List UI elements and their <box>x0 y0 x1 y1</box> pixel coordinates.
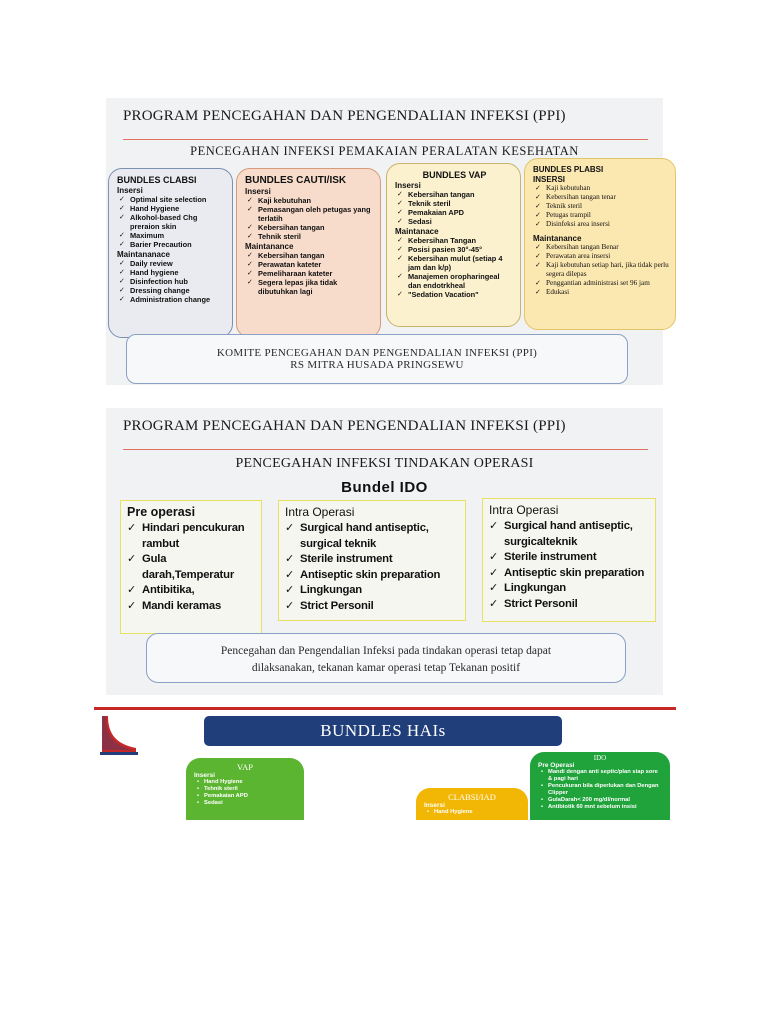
footer-line: Pencegahan dan Pengendalian Infeksi pada tindakan operasi tetap dapat <box>220 645 552 657</box>
list-item: • Hand Hygiene <box>194 779 296 786</box>
list-item: ✓ Kebersihan mulut (setiap 4 jam dan k/p) <box>395 254 514 272</box>
list-item: ✓ Sterile instrument <box>285 552 459 568</box>
list-item: • Hand Hygiene <box>424 809 520 816</box>
list-item: ✓ Posisi pasien 30°-45° <box>395 245 514 254</box>
slide-subtitle: PENCEGAHAN INFEKSI TINDAKAN OPERASI <box>235 456 534 471</box>
box-title: Intra Operasi <box>285 505 355 519</box>
list-item: ✓ Kebersihan tangan <box>245 223 374 232</box>
card-clabsi <box>108 168 233 338</box>
slide-ppi-operasi <box>106 408 663 695</box>
list-item: ✓ Antiseptic skin preparation <box>285 568 459 584</box>
section-maintanance: Maintanance <box>245 242 294 251</box>
card-plabsi <box>524 158 676 330</box>
list-item: ✓ Tehnik steril <box>245 232 374 241</box>
list-item: • Pencukuran bila diperlukan dan Dengan Clipper <box>538 783 662 797</box>
insersi-list <box>117 195 226 249</box>
list-item: ✓ Manajemen oropharingeal dan endotrkheal <box>395 272 514 290</box>
list-item: ✓ Disinfection hub <box>117 277 226 286</box>
list-item: • GulaDarah< 200 mg/dl/normal <box>538 797 662 804</box>
list-item: ✓ Gula darah,Temperatur <box>127 552 255 583</box>
list-item: ✓ Teknik steril <box>533 202 669 211</box>
section-insersi: Insersi <box>245 187 271 196</box>
maint-list <box>533 243 669 297</box>
list-item: • Antibiotik 60 mnt sebelum insisi <box>538 804 662 811</box>
title-divider <box>123 139 648 140</box>
list-item: • Mandi dengan anti septic/plan siap sore & pagi hari <box>538 769 662 783</box>
list-item: ✓ Administration change <box>117 295 226 304</box>
intra-operasi-list <box>285 521 459 614</box>
card-vap <box>386 163 521 327</box>
section-maintanance: Maintananace <box>117 250 170 259</box>
box-pre-operasi <box>120 500 262 634</box>
title-divider <box>123 449 648 450</box>
section-maintanance: Maintanace <box>395 227 439 236</box>
list-item: ✓ Pemeliharaan kateter <box>245 269 374 278</box>
bundle-title: Bundel IDO <box>341 479 428 496</box>
list-item: ✓ Antibitika, <box>127 583 255 599</box>
list-item: ✓ Kebersihan tangan <box>395 190 514 199</box>
list-item: ✓ Kebersihan tangan tenar <box>533 193 669 202</box>
footer-line: KOMITE PENCEGAHAN DAN PENGENDALIAN INFEKSI (PPI) <box>216 347 538 359</box>
section-insersi: Insersi <box>117 186 143 195</box>
maint-list <box>395 236 514 299</box>
committee-footer <box>126 334 628 384</box>
list-item: ✓ Pemasangan oleh petugas yang terlatih <box>245 205 374 223</box>
list-item: ✓ Surgical hand antiseptic, surgicalteknik <box>489 519 649 550</box>
list-item: ✓ Optimal site selection <box>117 195 226 204</box>
banner-title: BUNDLES HAIs <box>204 716 562 746</box>
operasi-footer <box>146 633 626 683</box>
slide-bundles-hais <box>94 704 676 820</box>
list-item: ✓ Antiseptic skin preparation <box>489 566 649 582</box>
section-insersi: INSERSI <box>533 175 566 184</box>
list-item: ✓ Perawatan kateter <box>245 260 374 269</box>
list-item: ✓ Mandi keramas <box>127 599 255 615</box>
bubble-vap <box>186 758 304 820</box>
list-item: ✓ Lingkungan <box>285 583 459 599</box>
list-item: ✓ Strict Personil <box>285 599 459 615</box>
bubble-list <box>424 809 520 816</box>
list-item: ✓ Lingkungan <box>489 581 649 597</box>
pre-operasi-list <box>127 521 255 614</box>
list-item: ✓ Disinfeksi area insersi <box>533 220 669 229</box>
slide-ppi-peralatan <box>106 98 669 385</box>
list-item: ✓ Sterile instrument <box>489 550 649 566</box>
list-item: ✓ Penggantian administrasi set 96 jam <box>533 279 669 288</box>
footer-line: RS MITRA HUSADA PRINGSEWU <box>290 359 464 371</box>
bubble-list <box>194 779 296 807</box>
box-intra-operasi-1 <box>278 500 466 621</box>
bubble-title: IDO <box>593 754 607 762</box>
footer-line: dilaksanakan, tekanan kamar operasi tetap Tekanan positif <box>251 662 521 674</box>
section-maintanance: Maintanance <box>533 234 582 243</box>
list-item: ✓ Sedasi <box>395 217 514 226</box>
list-item: • Tehnik steril <box>194 786 296 793</box>
list-item: • Sedasi <box>194 800 296 807</box>
box-title: Pre operasi <box>127 505 196 519</box>
list-item: ✓ Daily review <box>117 259 226 268</box>
list-item: ✓ Surgical hand antiseptic, surgical teknik <box>285 521 459 552</box>
list-item: ✓ Alkohol-based Chg preraion skin <box>117 213 226 231</box>
list-item: ✓ Strict Personil <box>489 597 649 613</box>
slide-title: PROGRAM PENCEGAHAN DAN PENGENDALIAN INFEKSI (PPI) <box>123 108 566 124</box>
slide-title: PROGRAM PENCEGAHAN DAN PENGENDALIAN INFEKSI (PPI) <box>123 418 566 434</box>
list-item: ✓ Kebersihan tangan Benar <box>533 243 669 252</box>
list-item: ✓ Dressing change <box>117 286 226 295</box>
card-title: BUNDLES CAUTI/ISK <box>245 175 347 186</box>
card-cauti <box>236 168 381 338</box>
maint-list <box>245 251 374 296</box>
bubble-section: Pre Operasi <box>538 762 575 769</box>
card-title: BUNDLES CLABSI <box>117 175 197 185</box>
list-item: ✓ Hand hygiene <box>117 268 226 277</box>
bubble-title: VAP <box>237 762 253 772</box>
bubble-ido <box>530 752 670 820</box>
list-item: ✓ Hand Hygiene <box>117 204 226 213</box>
bubble-clabsi <box>416 788 528 820</box>
slide-subtitle: PENCEGAHAN INFEKSI PEMAKAIAN PERALATAN KESEHATAN <box>190 144 579 158</box>
list-item: ✓ Maximum <box>117 231 226 240</box>
header-line <box>94 707 676 710</box>
list-item: ✓ Teknik steril <box>395 199 514 208</box>
bubble-section: Insersi <box>194 772 215 779</box>
list-item: ✓ Pemakaian APD <box>395 208 514 217</box>
insersi-list <box>395 190 514 226</box>
insersi-list <box>245 196 374 241</box>
box-title: Intra Operasi <box>489 503 559 517</box>
list-item: ✓ Kaji kebutuhan <box>245 196 374 205</box>
maint-list <box>117 259 226 304</box>
bubble-section: Insersi <box>424 802 445 809</box>
list-item: ✓ "Sedation Vacation" <box>395 290 514 299</box>
card-title: BUNDLES VAP <box>422 170 487 180</box>
hospital-logo <box>98 714 140 756</box>
card-title: BUNDLES PLABSI <box>533 165 604 174</box>
list-item: ✓ Perawatan area insersi <box>533 252 669 261</box>
bubble-list <box>538 769 662 811</box>
list-item: ✓ Kaji kebutuhan <box>533 184 669 193</box>
list-item: ✓ Hindari pencukuran rambut <box>127 521 255 552</box>
box-intra-operasi-2 <box>482 498 656 622</box>
list-item: ✓ Kebersihan Tangan <box>395 236 514 245</box>
list-item: ✓ Segera lepas jika tidak dibutuhkan lagi <box>245 278 374 296</box>
list-item: • Pemakaian APD <box>194 793 296 800</box>
list-item: ✓ Kebersihan tangan <box>245 251 374 260</box>
list-item: ✓ Petugas trampil <box>533 211 669 220</box>
intra-operasi-list <box>489 519 649 612</box>
list-item: ✓ Kaji kebutuhan setiap hari, jika tidak perlu segera dilepas <box>533 261 669 279</box>
list-item: ✓ Edukasi <box>533 288 669 297</box>
list-item: ✓ Barier Precaution <box>117 240 226 249</box>
bubble-title: CLABSI/IAD <box>448 792 496 802</box>
insersi-list <box>533 184 669 229</box>
section-insersi: Insersi <box>395 181 421 190</box>
